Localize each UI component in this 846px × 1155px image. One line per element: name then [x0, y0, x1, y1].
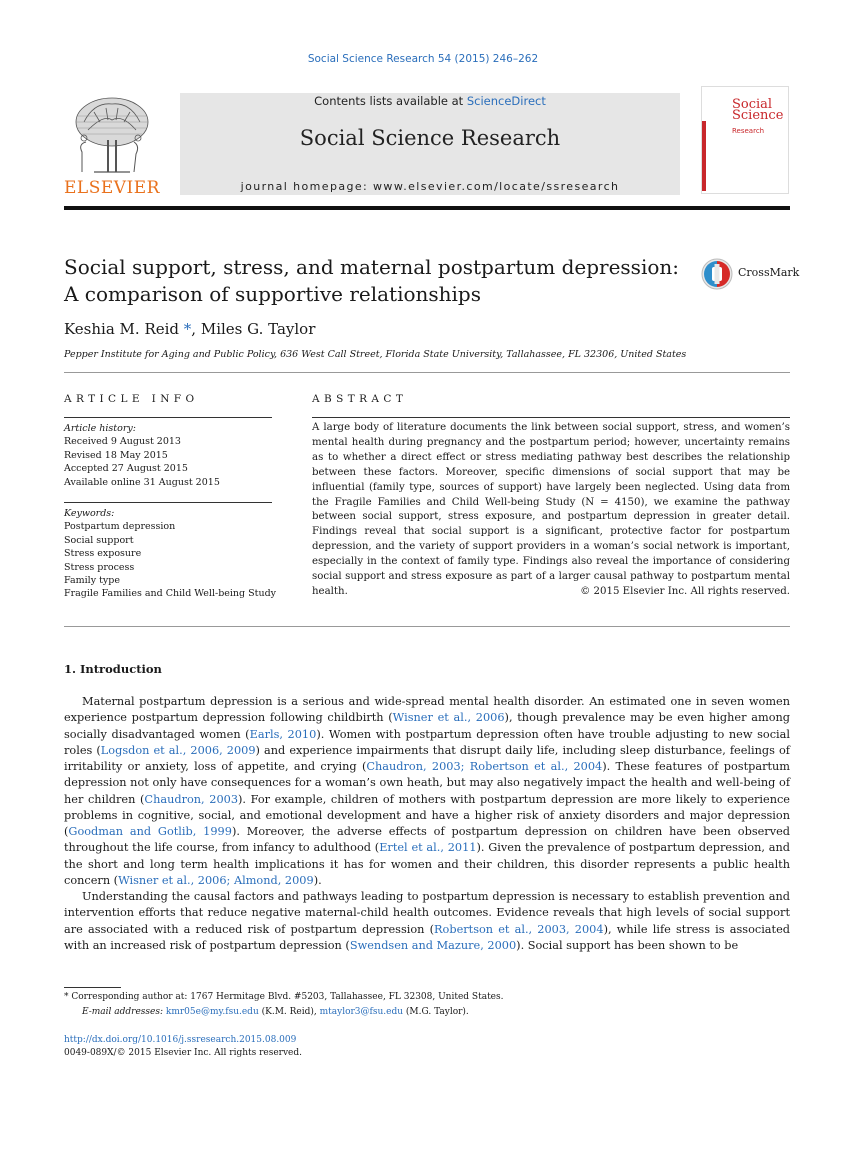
paragraph [64, 889, 790, 954]
paragraph-text: ) and experience impairments that disrupt daily life, including sleep disturbance, feelings of irritability or anxiety, loss of appetite, and crying ( [64, 743, 790, 773]
citation-link[interactable]: Earls, 2010 [249, 727, 317, 741]
contents-available-line [180, 94, 680, 108]
paragraph-text: ). [313, 873, 322, 887]
author-name[interactable]: Keshia M. Reid [64, 320, 180, 338]
paragraph-text: ). Moreover, the adverse effects of postpartum depression on children have been observed throughout the life course, from infancy to adulthood ( [64, 825, 791, 855]
abstract-copyright: © 2015 Elsevier Inc. All rights reserved. [580, 586, 790, 597]
paragraph-text: ). Given the prevalence of postpartum depression, and the short and long term health implications it has for women and their children, this disorder represents a public health concern ( [64, 841, 790, 887]
cover-title-line2: Research [732, 127, 765, 135]
footnote-divider [64, 987, 121, 988]
keyword-item: Family type [64, 575, 120, 587]
history-item: Available online 31 August 2015 [64, 476, 220, 488]
article-info-heading: ARTICLE INFO [64, 393, 199, 405]
affiliation: Pepper Institute for Aging and Public Policy, 636 West Call Street, Florida State University, Tallahassee, FL 32306, United States [64, 349, 687, 360]
paragraph-text: ). Women with postpartum depression often have trouble adjusting to new social roles ( [64, 727, 790, 757]
elsevier-wordmark: ELSEVIER [64, 178, 160, 198]
email-footnote [82, 1007, 469, 1017]
sciencedirect-link[interactable]: ScienceDirect [466, 94, 546, 108]
keyword-item: Postpartum depression [64, 521, 176, 533]
abstract-heading: ABSTRACT [312, 393, 408, 405]
citation-link[interactable]: Ertel et al., 2011 [379, 841, 477, 855]
email-owner: (M.G. Taylor). [403, 1007, 469, 1017]
cover-accent-bar [702, 121, 706, 191]
divider [64, 417, 272, 418]
issn-copyright: 0049-089X/© 2015 Elsevier Inc. All rights reserved. [64, 1048, 303, 1058]
corresponding-author-footnote: * Corresponding author at: 1767 Hermitage Blvd. #5203, Tallahassee, FL 32308, United States. [64, 992, 504, 1002]
journal-homepage-line [180, 180, 680, 193]
crossmark-icon [701, 258, 733, 290]
paragraph-text: ). Social support has been shown to be [516, 938, 739, 952]
citation-link[interactable]: Wisner et al., 2006 [392, 711, 505, 725]
history-label: Article history: [64, 423, 136, 434]
author-separator: , [191, 320, 201, 338]
journal-homepage-link[interactable]: www.elsevier.com/locate/ssresearch [373, 180, 620, 193]
paragraph-text: ). These features of postpartum depression not only have consequences for a woman’s own heath, but may also negatively impact the health and well-being of her children ( [64, 760, 791, 806]
citation-link[interactable]: Robertson et al., 2003, 2004 [434, 922, 604, 936]
keyword-item: Stress exposure [64, 548, 142, 560]
doi-link[interactable]: http://dx.doi.org/10.1016/j.ssresearch.2015.08.009 [64, 1035, 297, 1045]
citation-link[interactable]: Wisner et al., 2006; Almond, 2009 [118, 873, 314, 887]
contents-prefix: Contents lists available at [314, 94, 467, 108]
paragraph-text: Maternal postpartum depression is a serious and wide-spread mental health disorder. An estimated one in seven women experience postpartum depression following childbirth ( [64, 695, 790, 725]
divider [64, 372, 790, 373]
paragraph-text: ), while life stress is associated with an increased risk of postpartum depression ( [64, 922, 791, 952]
paragraph-text: Understanding the causal factors and pathways leading to postpartum depression is necessary to establish prevention and intervention efforts that reduce negative maternal-child health outcomes. Evidence reveals that high levels of social support are associated with a reduced risk of postpartum depression ( [64, 890, 790, 936]
email-owner: (K.M. Reid), [258, 1007, 320, 1017]
history-item: Received 9 August 2013 [64, 436, 181, 448]
article-title-line1: Social support, stress, and maternal postpartum depression: [64, 255, 679, 279]
keywords-label: Keywords: [64, 508, 115, 519]
article-title [64, 254, 684, 308]
keyword-item: Social support [64, 534, 134, 546]
homepage-prefix: journal homepage: [240, 180, 374, 193]
section-heading-introduction: 1. Introduction [64, 662, 162, 676]
citation-link[interactable]: Logsdon et al., 2006, 2009 [100, 743, 256, 757]
corresponding-author-marker[interactable]: * [183, 320, 192, 338]
crossmark-button[interactable] [701, 258, 800, 292]
journal-reference-link[interactable]: Social Science Research 54 (2015) 246–262 [307, 53, 539, 65]
author-list [64, 320, 315, 338]
email-link[interactable]: kmr05e@my.fsu.edu [165, 1007, 259, 1017]
article-title-line2: A comparison of supportive relationships [64, 282, 481, 306]
paragraph-text: ), though prevalence may be even higher among socially disadvantaged women ( [64, 711, 790, 741]
citation-link[interactable]: Chaudron, 2003; Robertson et al., 2004 [366, 760, 603, 773]
cover-title-line1: Social Science [732, 97, 784, 123]
article-history [64, 422, 274, 489]
cover-subtitle [732, 127, 764, 136]
divider [64, 626, 790, 627]
divider [312, 417, 790, 418]
divider [64, 502, 272, 503]
keyword-item: Fragile Families and Child Well-being Study [64, 588, 277, 600]
keyword-item: Stress process [64, 561, 135, 573]
introduction-body [64, 694, 790, 954]
header-divider [64, 206, 790, 210]
journal-name: Social Science Research [299, 126, 561, 150]
journal-cover-thumbnail[interactable] [701, 86, 789, 194]
author-name[interactable]: Miles G. Taylor [200, 320, 316, 338]
history-item: Accepted 27 August 2015 [64, 463, 188, 475]
keywords [64, 507, 284, 601]
paragraph [64, 694, 790, 889]
citation-link[interactable]: Goodman and Gotlib, 1999 [68, 825, 232, 838]
crossmark-label: CrossMark [738, 266, 800, 279]
history-item: Revised 18 May 2015 [64, 449, 168, 461]
email-link[interactable]: mtaylor3@fsu.edu [319, 1007, 404, 1017]
cover-title [732, 99, 788, 121]
citation-link[interactable]: Chaudron, 2003 [144, 792, 239, 806]
email-label: E-mail addresses: [82, 1007, 166, 1017]
citation-link[interactable]: Swendsen and Mazure, 2000 [349, 938, 517, 952]
paragraph-text: ). For example, children of mothers with postpartum depression are more likely to experience problems in cognitive, social, and emotional development and have a higher risk of anxiety disorders and major depression ( [64, 792, 790, 838]
abstract-text: A large body of literature documents the link between social support, stress, and women’s mental health during pregnancy and the postpartum period; however, uncertainty remains as to whether a direct effect or stress mediating pathway best describes the relationship between these factors. Moreover, specific dimensions of social support that may be influential (family type, sources of support) have largely been neglected. Using data from the Fragile Families and Child Well-being Study (N = 4150), we examine the pathway between social support, stress exposure, and postpartum depression in greater detail. Findings reveal that social support is a significant, protective factor for postpartum depression, and the variety of support providers in a woman’s social network is important, especially in the context of family type. Findings also reveal the importance of considering social support and stress exposure as part of a larger causal pathway to postpartum mental health. [312, 422, 790, 597]
